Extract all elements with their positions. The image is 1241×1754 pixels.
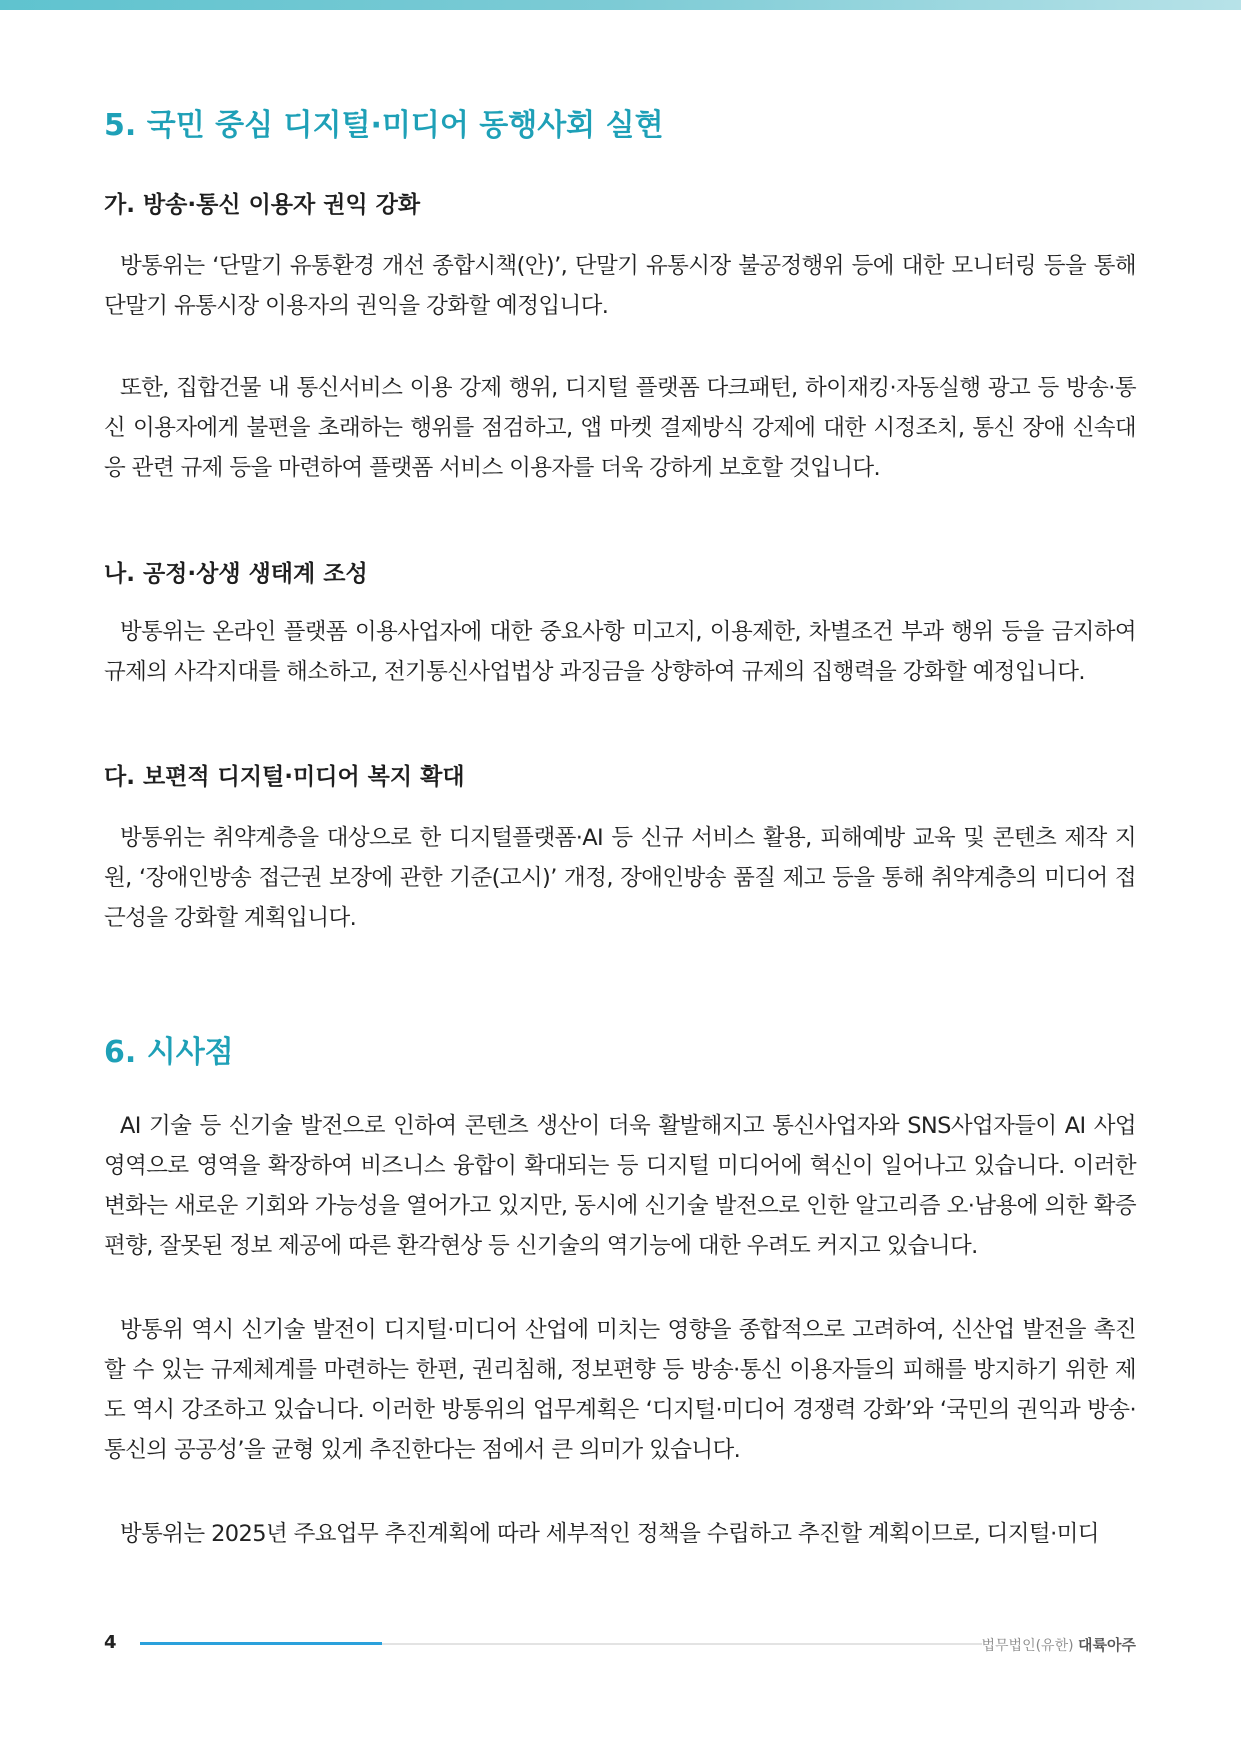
subsection-5a-title: 가. 방송·통신 이용자 권익 강화	[104, 192, 421, 218]
section-6-title: 6. 시사점	[104, 1035, 234, 1070]
paragraph-5a-1: 방통위는 ‘단말기 유통환경 개선 종합시책(안)’, 단말기 유통시장 불공정행위 등에 대한 모니터링 등을 통해 단말기 유통시장 이용자의 권익을 강화할 예정입니다.	[104, 253, 1136, 319]
paragraph-6-1: AI 기술 등 신기술 발전으로 인하여 콘텐츠 생산이 더욱 활발해지고 통신사업자와 SNS사업자들이 AI 사업 영역으로 영역을 확장하여 비즈니스 융합이 확대되는 등 디지털 미디어에 혁신이 일어나고 있습니다. 이러한 변화는 새로운 기회와 가능성을 열어가고 있지만, 동시에 신기술 발전으로 인한 알고리즘 오·남용에 의한 확증편향, 잘못된 정보 제공에 따른 환각현상 등 신기술의 역기능에 대한 우려도 커지고 있습니다.	[104, 1113, 1136, 1259]
footer-divider-accent	[140, 1642, 382, 1645]
subsection-5b-title: 나. 공정·상생 생태계 조성	[104, 561, 368, 587]
footer-brand	[982, 1634, 1137, 1655]
paragraph-6-2: 방통위 역시 신기술 발전이 디지털·미디어 산업에 미치는 영향을 종합적으로 고려하여, 신산업 발전을 촉진할 수 있는 규제체계를 마련하는 한편, 권리침해, 정보편향 등 방송·통신 이용자들의 피해를 방지하기 위한 제도 역시 강조하고 있습니다. 이러한 방통위의 업무계획은 ‘디지털·미디어 경쟁력 강화’와 ‘국민의 권익과 방송·통신의 공공성’을 균형 있게 추진한다는 점에서 큰 의미가 있습니다.	[104, 1317, 1136, 1463]
subsection-5c-title: 다. 보편적 디지털·미디어 복지 확대	[104, 764, 465, 790]
top-accent-bar	[0, 0, 1241, 10]
section-5-title: 5. 국민 중심 디지털·미디어 동행사회 실현	[104, 108, 664, 143]
paragraph-5a-2: 또한, 집합건물 내 통신서비스 이용 강제 행위, 디지털 플랫폼 다크패턴, 하이재킹·자동실행 광고 등 방송·통신 이용자에게 불편을 초래하는 행위를 점검하고, 앱 마켓 결제방식 강제에 대한 시정조치, 통신 장애 신속대응 관련 규제 등을 마련하여 플랫폼 서비스 이용자를 더욱 강하게 보호할 것입니다.	[104, 375, 1136, 481]
paragraph-5c-1: 방통위는 취약계층을 대상으로 한 디지털플랫폼·AI 등 신규 서비스 활용, 피해예방 교육 및 콘텐츠 제작 지원, ‘장애인방송 접근권 보장에 관한 기준(고시)’ 개정, 장애인방송 품질 제고 등을 통해 취약계층의 미디어 접근성을 강화할 계획입니다.	[104, 825, 1136, 931]
page-number: 4	[104, 1632, 117, 1653]
paragraph-6-3: 방통위는 2025년 주요업무 추진계획에 따라 세부적인 정책을 수립하고 추진할 계획이므로, 디지털·미디	[120, 1521, 1099, 1547]
footer-brand-name: 대륙아주	[1078, 1636, 1136, 1654]
paragraph-5b-1: 방통위는 온라인 플랫폼 이용사업자에 대한 중요사항 미고지, 이용제한, 차별조건 부과 행위 등을 금지하여 규제의 사각지대를 해소하고, 전기통신사업법상 과징금을 상향하여 규제의 집행력을 강화할 예정입니다.	[104, 619, 1136, 685]
footer-brand-prefix: 법무법인(유한)	[981, 1638, 1074, 1654]
